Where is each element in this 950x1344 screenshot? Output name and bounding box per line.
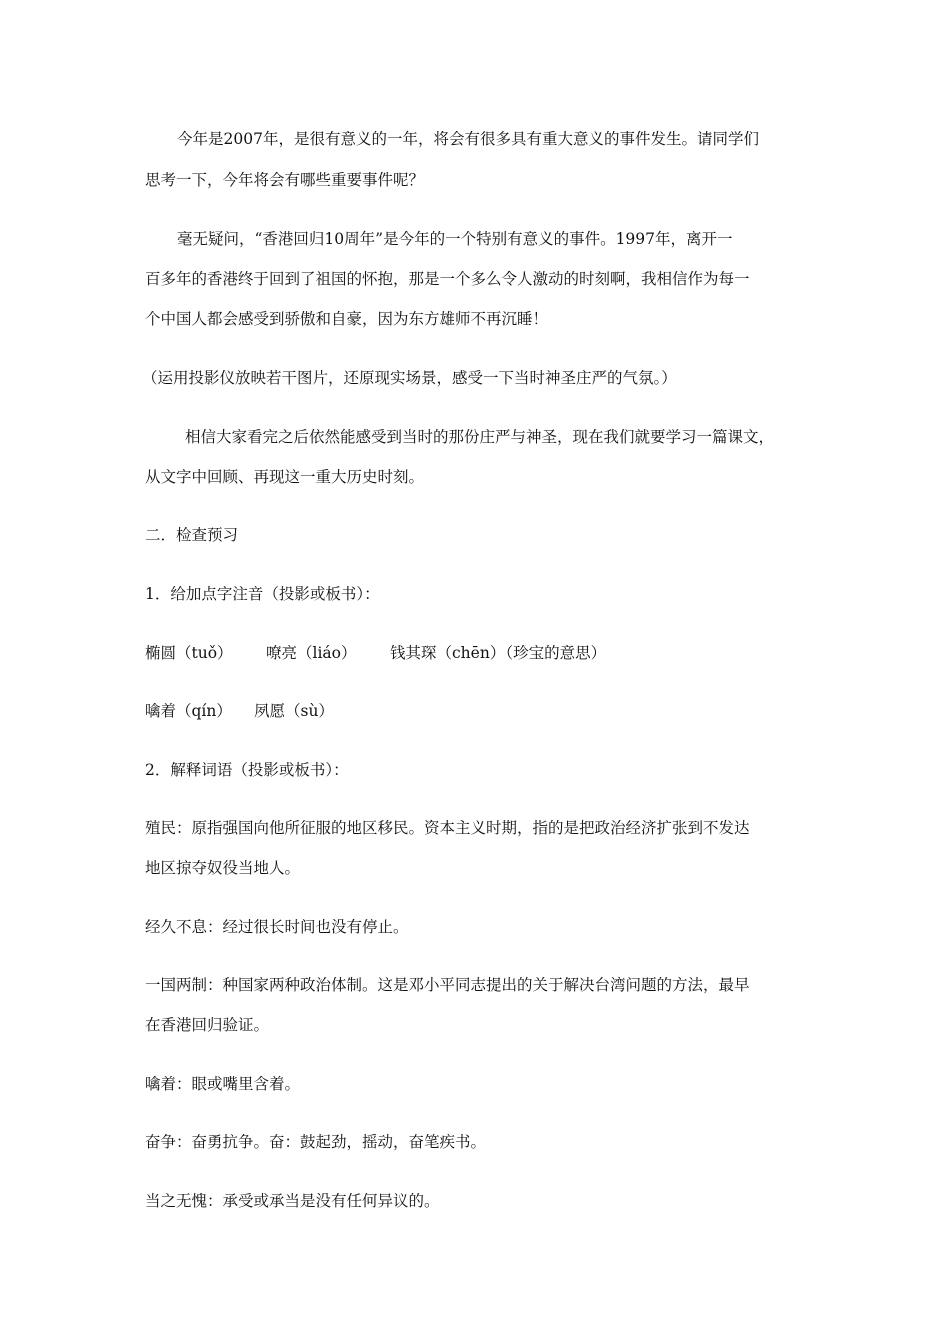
intro-p2-line2: 百多年的香港终于回到了祖国的怀抱，那是一个多么令人激动的时刻啊，我相信作为每一 — [145, 270, 750, 288]
intro-p1-line2: 思考一下，今年将会有哪些重要事件呢？ — [145, 171, 425, 189]
intro-p4-line2: 从文字中回顾、再现这一重大历史时刻。 — [145, 468, 425, 486]
item1-heading: 1．给加点字注音（投影或板书）： — [145, 585, 380, 603]
definition-line: 奋争：奋勇抗争。奋：鼓起劲，摇动，奋笔疾书。 — [145, 1133, 487, 1151]
definition-line: 噙着：眼或嘴里含着。 — [145, 1075, 301, 1093]
pinyin-word: 椭圆（tuǒ） — [145, 644, 233, 662]
pinyin-word: 夙愿（sù） — [254, 702, 334, 720]
definition-line: 殖民：原指强国向他所征服的地区移民。资本主义时期，指的是把政治经济扩张到不发达 — [145, 819, 750, 837]
pinyin-word: 噙着（qín） — [145, 702, 232, 720]
intro-p1-line1: 今年是2007年，是很有意义的一年，将会有很多具有重大意义的事件发生。请同学们 — [177, 130, 759, 148]
definition-line: 一国两制：种国家两种政治体制。这是邓小平同志提出的关于解决台湾问题的方法，最早 — [145, 976, 750, 994]
pinyin-word: 钱其琛（chēn）（珍宝的意思） — [390, 644, 607, 662]
item2-heading: 2．解释词语（投影或板书）： — [145, 761, 349, 779]
definition-line: 地区掠夺奴役当地人。 — [145, 859, 301, 877]
intro-p4-line1: 相信大家看完之后依然能感受到当时的那份庄严与神圣，现在我们就要学习一篇课文， — [185, 428, 775, 446]
intro-p3: （运用投影仪放映若干图片，还原现实场景，感受一下当时神圣庄严的气氛。） — [142, 369, 677, 387]
section-heading: 二．检查预习 — [145, 526, 239, 544]
pinyin-word: 嘹亮（liáo） — [266, 644, 357, 662]
definition-line: 当之无愧：承受或承当是没有任何异议的。 — [145, 1192, 440, 1210]
intro-p2-line3: 个中国人都会感受到骄傲和自豪，因为东方雄师不再沉睡！ — [145, 310, 549, 328]
definition-line: 在香港回归验证。 — [145, 1016, 270, 1034]
intro-p2-line1: 毫无疑问，“香港回归10周年”是今年的一个特别有意义的事件。1997年，离开一 — [177, 230, 733, 248]
definition-line: 经久不息：经过很长时间也没有停止。 — [145, 918, 409, 936]
